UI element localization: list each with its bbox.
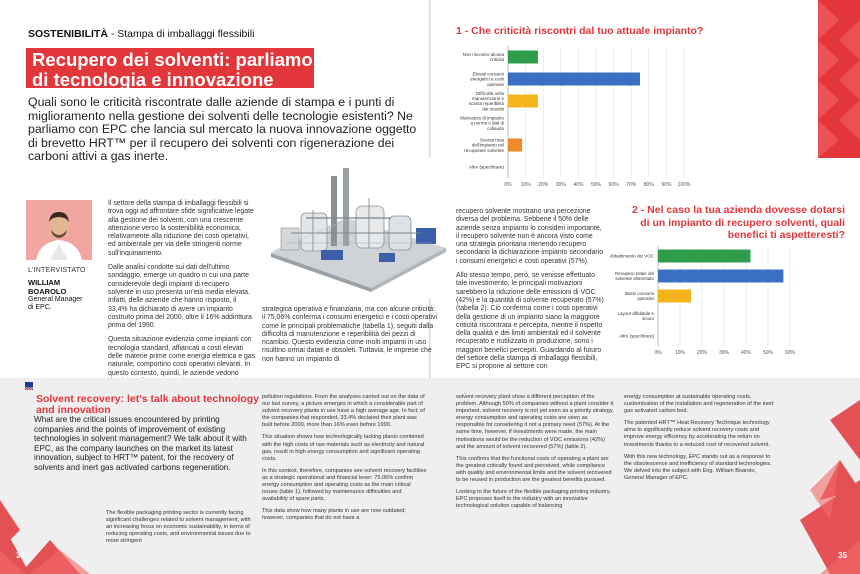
english-column-4: energy consumption at sustainable operating costs, customisation of the installation and regeneration of the inert gas activated carbon bed. The patented HRT™ Heat Recovery Technique technology aims to significantly reduce solvent recovery costs and improve energy efficiency by accelerating the return on investments thanks to a reduced cost of recovered solvent. With this new technology, EPC stands out as a response to the obsolescence and inefficiency of standard technologies. We delved into the subject with Eng. William Boarolo, General Manager of EPC. — [624, 394, 774, 481]
x-tick-label: 60% — [784, 350, 796, 356]
flag-icon — [25, 387, 33, 390]
category-label: Altro (specificare) — [468, 164, 504, 170]
category-label: Elevati consumi energetici e costi operativi — [470, 71, 504, 87]
uk-flag-icon — [25, 382, 33, 390]
section-name: SOSTENIBILITÀ — [28, 28, 108, 40]
chart-1-title: 1 - Che criticità riscontri dal tuo attuale impianto? — [456, 25, 704, 37]
bar — [508, 139, 522, 152]
x-tick-label: 10% — [674, 350, 686, 356]
chart-2 — [608, 244, 798, 369]
page-number-left: 34 — [16, 551, 25, 560]
title-line-1: Recupero dei solventi: parliamo — [32, 49, 313, 70]
decorative-pattern-bottom-left — [0, 500, 110, 574]
x-tick-label: 30% — [555, 182, 566, 188]
chart-2-title: 2 - Nel caso la tua azienda dovesse dotarsi di un impianto di recupero solventi, quali benefici ti aspetteresti? — [632, 204, 845, 241]
bar — [658, 270, 783, 283]
x-tick-label: 0% — [654, 350, 662, 356]
article-title — [26, 48, 314, 88]
category-label: Bassi consumi operativi — [624, 291, 654, 302]
x-tick-label: 40% — [573, 182, 584, 188]
x-tick-label: 30% — [718, 350, 730, 356]
interviewee-photo — [26, 200, 92, 260]
section-subtitle: - Stampa di imballaggi flessibili — [107, 28, 255, 40]
x-tick-label: 20% — [538, 182, 549, 188]
english-lead: What are the critical issues encountered by printing companies and the points of improvement of existing technologies in solvent management? We talk about it with EPC, as the company launches on the market its latest innovation, subject to HRT™ patent, for the recovery of solvents and inert gas activated carbons regeneration. — [34, 415, 247, 472]
english-column-1: The flexible packaging printing sector is currently facing significant challenges related to solvent management, with an increasing focus on economic sustainability, in terms of reducing operating costs, and environmental issues due to more stringent — [106, 510, 251, 545]
interviewee-label: L'INTERVISTATO — [28, 267, 86, 274]
category-label: Non riscontro alcuna criticità — [462, 52, 504, 63]
x-tick-label: 70% — [626, 182, 637, 188]
title-line-2: di tecnologia e innovazione — [32, 69, 274, 90]
page-number-right: 35 — [838, 551, 847, 560]
decorative-pattern-bottom-right — [770, 400, 860, 574]
category-label: Recupero totale del solvente alimentato — [614, 271, 654, 282]
category-label: Altro (specificare) — [618, 333, 654, 339]
english-title: Solvent recovery: let's talk about technology and innovation — [36, 393, 260, 416]
x-tick-label: 10% — [520, 182, 531, 188]
section-tag — [28, 28, 254, 40]
x-tick-label: 40% — [740, 350, 752, 356]
plant-illustration — [261, 158, 451, 298]
triangle-pattern-icon — [818, 0, 860, 158]
bar — [658, 250, 750, 263]
category-label: Mancanza di impianto a norma o dati di collaudo — [460, 115, 504, 131]
bar — [508, 95, 538, 108]
decorative-pattern-top — [818, 0, 860, 158]
bar — [658, 290, 691, 303]
category-label: Layout affidabile e sicuro — [617, 311, 654, 322]
interviewee-role: General Manager di EPC. — [28, 296, 83, 312]
x-tick-label: 50% — [590, 182, 602, 188]
triangle-pattern-icon — [0, 500, 110, 574]
category-label: Abbattimento dei VOC — [609, 253, 654, 259]
italian-column-2: strategica operativa e finanziaria, ma con alcune criticità: il 75,06% conferma i consumi energetici e i costi operativi come le principali problematiche (tabella 1), seguiti dalla difficoltà di manutenzione e reperibilità dei pezzi di ricambio. Questo evidenzia come molti impianti in uso risultino ormai datati e obsoleti. Tuttavia, le imprese che non hanno un impianto di — [262, 306, 438, 363]
italian-column-3: recupero solvente mostrano una percezione diversa del problema. Sebbene il 50% delle aziende senza impianto lo consideri importante, il recupero solvente non è ancora visto come una strategia prioritaria ritenendo recupero secondario la dichiarazione impianto secondario i consumi energetici e costi operativi (57%). Allo stesso tempo, però, se venisse effettuato tale investimento, le principali motivazioni sarebbero la riduzione delle emissioni di VOC (42%) e la quantità di solvente recuperato (57%) (tabella 2). Ciò conferma come i costi operativi della gestione di un impianto siano la maggiore criticità riscontrata e percepita, mentre il rispetto della qualità e dei limiti ambientali ed il solvente recuperato e riutilizzato in produzione, sono i maggiori benefici percepiti. Guardando al futuro del settore della stampa di imballaggi flessibili, EPC si propone al settore con — [456, 208, 604, 371]
x-tick-label: 90% — [661, 182, 672, 188]
x-tick-label: 60% — [608, 182, 619, 188]
category-label: Difficoltà nella manutenzione e scarsa reperibilità dei ricambi — [468, 90, 504, 112]
person-portrait-icon — [26, 200, 92, 260]
bar — [508, 73, 640, 86]
solvent-recovery-plant-icon — [261, 158, 451, 298]
interviewee-name: WILLIAM BOAROLO — [28, 278, 67, 296]
italian-column-1: Il settore della stampa di imballaggi flessibili si trova oggi ad affrontare sfide significative legate alla gestione dei solventi, con una crescente attenzione verso la sostenibilità economica, relativamente alla riduzione dei costi operativi, ed ambientale per via delle stringenti norme sull'inquinamento. Dalle analisi condotte sui dati dell'ultimo sondaggio, emerge un quadro in cui una parte considerevole degli impianti di recupero solvente in uso presenta un'età media elevata. Infatti, delle aziende che hanno risposto, il 33,4% ha dichiarato di avere un impianto costruito prima del 2000, oltre il 16% addirittura prima del 1990. Questa situazione evidenzia come impianti con tecnologia standard, affiancati a costi elevati delle materie prime come energia elettrica e gas naturale, comportino costi operativi rilevanti. In questo contesto, quindi, le aziende vedono — [108, 200, 256, 377]
category-label: Scarsa resa dell'impianto nel recuperare solvente — [464, 137, 504, 153]
english-column-3: solvent recovery plant show a different perception of the problem. Although 50% of companies without a plant consider it important, solvent recovery is not yet seen as a priority strategy, energy consumption and operating costs are seen as responsible for considering it not a primary need (57%). At the same time, however, if investments were made, the main motivations would be the reduction of VOC emissions (42%) and the amount of solvent recovered (57%) (table 2). This confirms that the functional costs of operating a plant are the greatest critically found and perceived, while compliance with quality and environmental limits and the solvent recovered to be reused in production are the greatest benefits pursued. Looking to the future of the flexible packaging printing industry, EPC proposes itself to the industry with an innovative technological solution capable of balancing — [456, 394, 614, 510]
x-tick-label: 80% — [643, 182, 654, 188]
x-tick-label: 50% — [762, 350, 774, 356]
chart-1 — [458, 42, 698, 192]
english-column-2: pollution regulations. From the analyses carried out on the data of our last survey, a picture emerges in which a considerable part of solvent recovery plants in use have a high average age. In fact, of the companies that responded, 33.4% declared their plant was built before 2000, more than 16% even before 1990. This situation shows how technologically lacking plants combined with the high costs of raw materials such as electricity and natural gas, result in high energy consumption and significant operating costs. In this context, therefore, companies see solvent recovery facilities as a strategic operational and financial lever: 75.06% confirm energy consumption and operating costs as the main critical issues (table 1), followed by maintenance difficulties and availability of spare parts. This data show how many plants in use are now outdated; however, companies that do not have a — [262, 394, 427, 522]
bar — [508, 51, 538, 64]
x-tick-label: 0% — [504, 182, 512, 188]
triangle-pattern-icon — [770, 400, 860, 574]
italian-lead: Quali sono le criticità riscontrate dalle aziende di stampa e i punti di miglioramento nella gestione dei solventi delle tecnologie esistenti? Ne parliamo con EPC che lancia sul mercato la nuova innovazione oggetto di brevetto HRT™ per il recupero dei solventi con rigenerazione dei carboni attivi a gas inerte. — [28, 95, 417, 164]
x-tick-label: 20% — [696, 350, 708, 356]
x-tick-label: 100% — [677, 182, 691, 188]
